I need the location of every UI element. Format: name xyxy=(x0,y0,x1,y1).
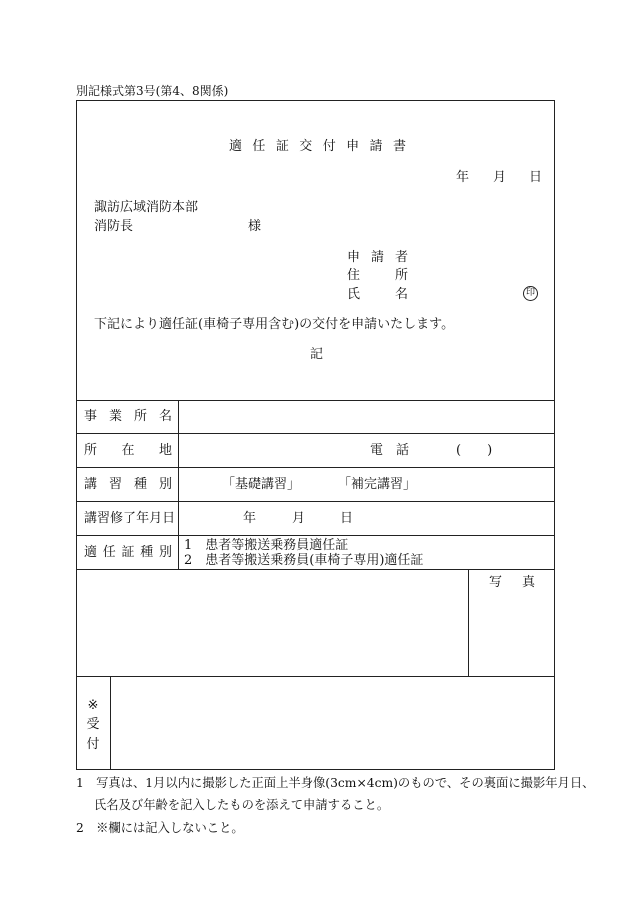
label-completion-date: 講 習 修 了 年 月 日 xyxy=(84,511,176,526)
note-1-line-2: 氏名及び年齢を記入したものを添えて申請すること。 xyxy=(94,798,390,812)
note-1-line-1: 1 写真は、1月以内に撮影した正面上半身像(3cm×4cm)のもので、その裏面に撮影年月日、 xyxy=(76,776,595,790)
label-location: 所 在 地 xyxy=(84,443,172,458)
rule-photo-column xyxy=(468,569,469,676)
rule-row-1 xyxy=(76,433,555,434)
applicant-name-label: 氏 名 xyxy=(347,287,408,302)
reception-mark: ※ xyxy=(87,698,99,713)
phone-parens: ( ) xyxy=(456,443,493,458)
rule-row-6 xyxy=(76,676,555,677)
rule-top-table xyxy=(76,400,555,401)
note-2: 2 ※欄には記入しないこと。 xyxy=(76,821,244,835)
form-reference: 別記様式第3号(第4、8関係) xyxy=(76,84,229,98)
rule-label-column xyxy=(178,400,179,569)
addressee-honorific: 様 xyxy=(248,219,262,234)
reception-char-1: 受 xyxy=(86,717,100,732)
rule-row-5 xyxy=(76,569,555,570)
date-day: 日 xyxy=(529,170,543,185)
applicant-address-label: 住 所 xyxy=(347,268,408,283)
date-year: 年 xyxy=(456,170,470,185)
rule-row-3 xyxy=(76,501,555,502)
seal-mark: 印 xyxy=(523,286,538,301)
course-basic: 「基礎講習」 xyxy=(222,477,301,492)
photo-label: 写 真 xyxy=(489,575,535,590)
ki-label: 記 xyxy=(310,347,324,362)
label-course-type: 講 習 種 別 xyxy=(84,477,172,492)
completion-day: 日 xyxy=(340,511,354,526)
phone-label: 電 話 xyxy=(370,443,410,458)
certificate-option-1: 1 患者等搬送乗務員適任証 xyxy=(184,538,349,553)
form-title: 適 任 証 交 付 申 請 書 xyxy=(229,139,406,154)
label-certificate-type: 適 任 証 種 別 xyxy=(84,545,172,560)
rule-row-2 xyxy=(76,467,555,468)
date-month: 月 xyxy=(493,170,507,185)
completion-year: 年 xyxy=(243,511,257,526)
request-text: 下記により適任証(車椅子専用含む)の交付を申請いたします。 xyxy=(94,317,455,332)
course-supplementary: 「補完講習」 xyxy=(338,477,417,492)
applicant-label: 申 請 者 xyxy=(347,250,408,265)
reception-char-2: 付 xyxy=(86,737,100,752)
rule-reception-column xyxy=(110,676,111,770)
addressee-org: 諏訪広域消防本部 xyxy=(94,200,199,215)
completion-month: 月 xyxy=(292,511,306,526)
addressee-chief: 消防長 xyxy=(94,219,134,234)
rule-row-4 xyxy=(76,535,555,536)
label-office-name: 事 業 所 名 xyxy=(84,409,172,424)
certificate-option-2: 2 患者等搬送乗務員(車椅子専用)適任証 xyxy=(184,553,424,568)
